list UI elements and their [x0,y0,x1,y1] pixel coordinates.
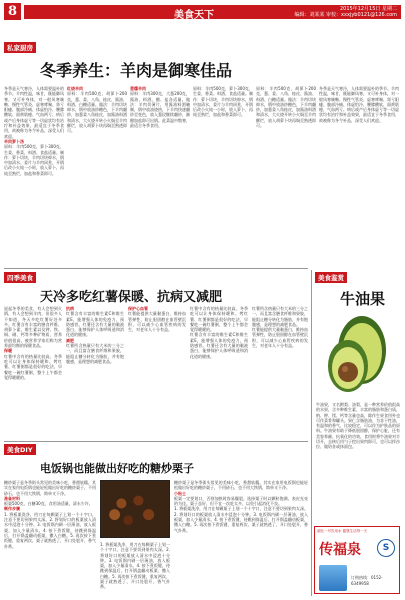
advertisement[interactable] [314,526,400,594]
kitchen-sub-1: 羊肉萝卜汤 [4,138,24,144]
kitchen-col-2 [67,86,127,264]
kitchen-headline: 冬季养生：羊肉是御寒佳品 [40,61,233,80]
page-header [4,3,401,21]
issue-date: 2015年12月15日 星期二 [339,6,397,12]
yam-col-2 [66,306,124,438]
chestnut-tag: 美食DIY [4,444,36,455]
yam-text-4b: 红薯所含热量只有大米的三分之一，而且富含膳食纤维和果胶，能阻止糖分转化为脂肪，并有饱腹感，是理想的减肥食品。 [252,306,308,327]
ad-slogan: 湖北一号饮用水 健康生活每一天 [317,529,368,533]
ad-phone: 订购热线：0152-6349958 [351,575,383,586]
kitchen-col-1 [4,86,64,264]
section-divider-2 [4,441,308,442]
chestnut-sub-1: 准备材料 [4,495,20,501]
kitchen-text-3: 原料：羊肉500克，胡萝卜200克，葱、姜、八角、桂皮、酱油、料酒、白糖适量。做法：羊肉切块焯水，锅中放油炒糖色，下羊肉翻炒，加葱姜八角桂皮，加酱油料酒和清水，大火烧开转小火焖至羊肉酥烂，放入胡萝卜块再焖至熟透即可。 [67,91,127,134]
ad-brand: 传福泉 [319,542,361,558]
yam-col-5 [252,306,308,438]
avocado-image [318,308,396,398]
avocado-body: 牛油果，又名鳄梨、油梨，是一种营养价值很高的水果，含多种维生素、丰富的脂肪和蛋白质，钠、钾、镁、钙等含量也高，除作生果食用外也可作菜肴和罐头。果仁含脂肪油，为非干性油，有温和的香气，比较稳定，可以作为护肤品的原料。牛油果有助于降低胆固醇，保护心脏，还有美容养颜、抗氧化的功效。食用时将牛油果对半切开，去核后用勺子挖出果肉即可，也可以拌沙拉、做奶昔或抹面包。 [316,402,400,450]
chestnut-col-1 [4,480,96,596]
chestnut-tips: 板栗一定要划口，否则加热时容易爆裂。选择栗子时以颗粒饱满、表皮光亮的为佳。栗子虽好，但不宜一次吃太多，以免引起消化不良。 [174,495,308,507]
yam-sub-2: 抗病 [66,306,74,311]
kitchen-text-3b: 原料：羊肉500克，胡萝卜200克，葱、姜、八角、桂皮、酱油、料酒、白糖适量。做法：羊肉切块焯水，锅中放油炒糖色，下羊肉翻炒，加葱姜八角桂皮，加酱油料酒和清水，大火烧开转小火焖至羊肉酥烂，放入胡萝卜块再焖至熟透即可。 [256,86,316,129]
yam-text-3b: 红薯含有丰富的维生素C和维生素E，能增强人体的免疫力，预防感冒。红薯还含有大量的黏液蛋白，能够保护人体呼吸道和消化道的健康。 [190,332,248,359]
kitchen-sub-2: 红烧羊肉 [67,86,83,91]
yam-text-2: 红薯中含有的热量比较高，冬季吃可以让身体保持暖和。烤红薯、红薯粥都是很好的吃法，早餐吃一碗红薯粥，整个上午都会觉得暖暖的。 [4,353,62,380]
kitchen-col-4 [193,86,253,264]
kitchen-col-6 [319,86,399,264]
section-divider [4,268,308,269]
yam-col-3 [128,306,186,438]
chestnut-col-3 [174,480,308,596]
yam-col-1 [4,306,62,438]
yam-col-4 [190,306,248,438]
yam-text-5b: 红薯能提供大量黏蛋白，维持血管弹性，防止胆固醇在血管壁沉积，可以减少心血管疾病的发生，对老年人十分有益。 [252,327,308,349]
yam-sub-3: 减肥 [66,337,74,343]
yam-text-2b: 红薯中含有的热量比较高，冬季吃可以让身体保持暖和。烤红薯、红薯粥都是很好的吃法，早餐吃一碗红薯粥，整个上午都会觉得暖暖的。 [190,306,248,333]
yam-text-3: 红薯含有丰富的维生素C和维生素E，能增强人体的免疫力，预防感冒。红薯还含有大量的黏液蛋白，能够保护人体呼吸道和消化道的健康。 [66,311,124,338]
kitchen-text-4: 原料：羊肉300克，大葱200克，酱油、料酒、醋、盐各适量。做法：羊肉切薄片，用酱油料酒腌制，锅中放油烧热，下羊肉快速翻炒至变色，放入葱段继续翻炒，淋醋加盐即可出锅。此菜温中散寒，最适合冬季食用。 [130,91,190,129]
avocado-tag: 美食鉴赏 [315,272,347,283]
yam-headline: 天冷多吃红薯保暖、抗病又减肥 [40,290,223,305]
kitchen-text-2b: 原料：羊肉500克，萝卜300克，生姜、香菜、料酒、食盐适量。制作：萝卜切块，羊肉切块焯水，锅中加清水、姜片与羊肉同煮，开锅后改小火炖一小时，放入萝卜，再炖至熟烂，加盐和香菜即可。 [193,86,253,118]
chestnut-sub-3: 小贴士 [174,490,186,496]
chestnut-steps: 1. 将板栗洗净，用刀在每颗栗子上划一个十字口，注意不要切到果肉太深。2. 将划好口的板栗放入清水中浸泡十分钟。3. 电饭锅内刷一层薄油，放入板栗，加入少量清水。4. 按下煮饭键，待跳到保温后，打开锅盖翻动板栗，撒入白糖。5. 再次按下煮饭键，重复两次，栗子就熟透了，开口处裂开，香气扑鼻。 [4,511,96,549]
water-bottle-icon [319,565,347,591]
yam-intro: 说起冬季的美食，有人会想到火锅，有人会想到羊肉，但很多人不知道，冬天多吃红薯好处多多。红薯含有丰富的膳食纤维、胡萝卜素、维生素以及钾、铁、铜、硒、钙等多种矿物质，营养价值很高，被营养学家们称为营养最均衡的保健食品。 [4,306,62,349]
chestnut-sub-2: 制作步骤 [4,506,20,512]
chestnut-steps-c: 1. 将板栗洗净，用刀在每颗栗子上划一个十字口，注意不要切到果肉太深。2. 将划好口的板栗放入清水中浸泡十分钟。3. 电饭锅内刷一层薄油，放入板栗，加入少量清水。4. 按下煮饭键，待跳到保温后，打开锅盖翻动板栗，撒入白糖。5. 再次按下煮饭键，重复两次，栗子就熟透了，开口处裂开，香气扑鼻。 [174,506,308,533]
header-bar [24,5,401,19]
page-number: 8 [4,3,21,20]
chestnut-intro-b: 糖炒栗子是冬季街头常见的美味小吃，香甜软糯。其实在家用电饭锅也能轻松做出好吃的糖炒栗子，不用砂石，也不用大铁锅，简单又干净。 [174,480,308,491]
kitchen-col-5 [256,86,316,264]
kitchen-intro-b: 冬季是天气寒冷，人体需要温补的季节。羊肉性温，味甘，既能御风寒，又可补身体，对一般风寒咳嗽、慢性气管炎、虚寒哮喘、肾亏阳痿、腹部冷痛、体虚怕冷、腰膝酸软、面黄肌瘦、气血两亏、病后或产后身体虚亏等一切虚状均有治疗和补益效果，最适宜于冬季食用，故被称为冬令补品，深受人们欢迎。 [319,86,399,123]
yam-text-5: 红薯能提供大量黏蛋白，维持血管弹性，防止胆固醇在血管壁沉积，可以减少心血管疾病的发生，对老年人十分有益。 [128,311,186,333]
kitchen-text-2: 原料：羊肉500克，萝卜300克，生姜、香菜、料酒、食盐适量。制作：萝卜切块，羊肉切块焯水，锅中加清水、姜片与羊肉同煮，开锅后改小火炖一小时，放入萝卜，再炖至熟烂，加盐和香菜即可。 [4,144,64,176]
yam-sub-4: 保护心血管 [128,306,148,311]
chestnut-col-2 [100,542,170,596]
editor-line: 编辑：刘某某 审校：xxxjyb0121@126.com [294,12,397,18]
ad-logo-icon: S [377,539,395,557]
yam-tag: 四季美食 [4,272,36,283]
chestnut-intro: 糖炒栗子是冬季街头常见的美味小吃，香甜软糯。其实在家用电饭锅也能轻松做出好吃的糖炒栗子，不用砂石，也不用大铁锅，简单又干净。 [4,480,96,496]
section-title: 美食天下 [174,10,214,21]
chestnut-ingredients: 板栗500克，白糖30克，食用油适量，清水少许。 [4,501,93,507]
chestnut-image [100,480,170,538]
kitchen-sub-3: 葱爆羊肉 [130,86,146,91]
chestnut-steps-b: 1. 将板栗洗净，用刀在每颗栗子上划一个十字口，注意不要切到果肉太深。2. 将划好口的板栗放入清水中浸泡十分钟。3. 电饭锅内刷一层薄油，放入板栗，加入少量清水。4. 按下煮饭键，待跳到保温后，打开锅盖翻动板栗，撒入白糖。5. 再次按下煮饭键，重复两次，栗子就熟透了，开口处裂开，香气扑鼻。 [100,542,170,590]
kitchen-col-3 [130,86,190,264]
column-divider [311,270,312,596]
kitchen-tag: 私家厨房 [4,42,36,53]
kitchen-intro: 冬季是天气寒冷，人体需要温补的季节。羊肉性温，味甘，既能御风寒，又可补身体，对一般风寒咳嗽、慢性气管炎、虚寒哮喘、肾亏阳痿、腹部冷痛、体虚怕冷、腰膝酸软、面黄肌瘦、气血两亏、病后或产后身体虚亏等一切虚状均有治疗和补益效果，最适宜于冬季食用，故被称为冬令补品，深受人们欢迎。 [4,86,64,139]
yam-text-4: 红薯所含热量只有大米的三分之一，而且富含膳食纤维和果胶，能阻止糖分转化为脂肪，并有饱腹感，是理想的减肥食品。 [66,343,124,364]
avocado-title: 牛油果 [340,290,386,308]
yam-sub-1: 保暖 [4,348,12,354]
date-info [294,6,397,18]
chestnut-headline: 电饭锅也能做出好吃的糖炒栗子 [40,462,194,475]
